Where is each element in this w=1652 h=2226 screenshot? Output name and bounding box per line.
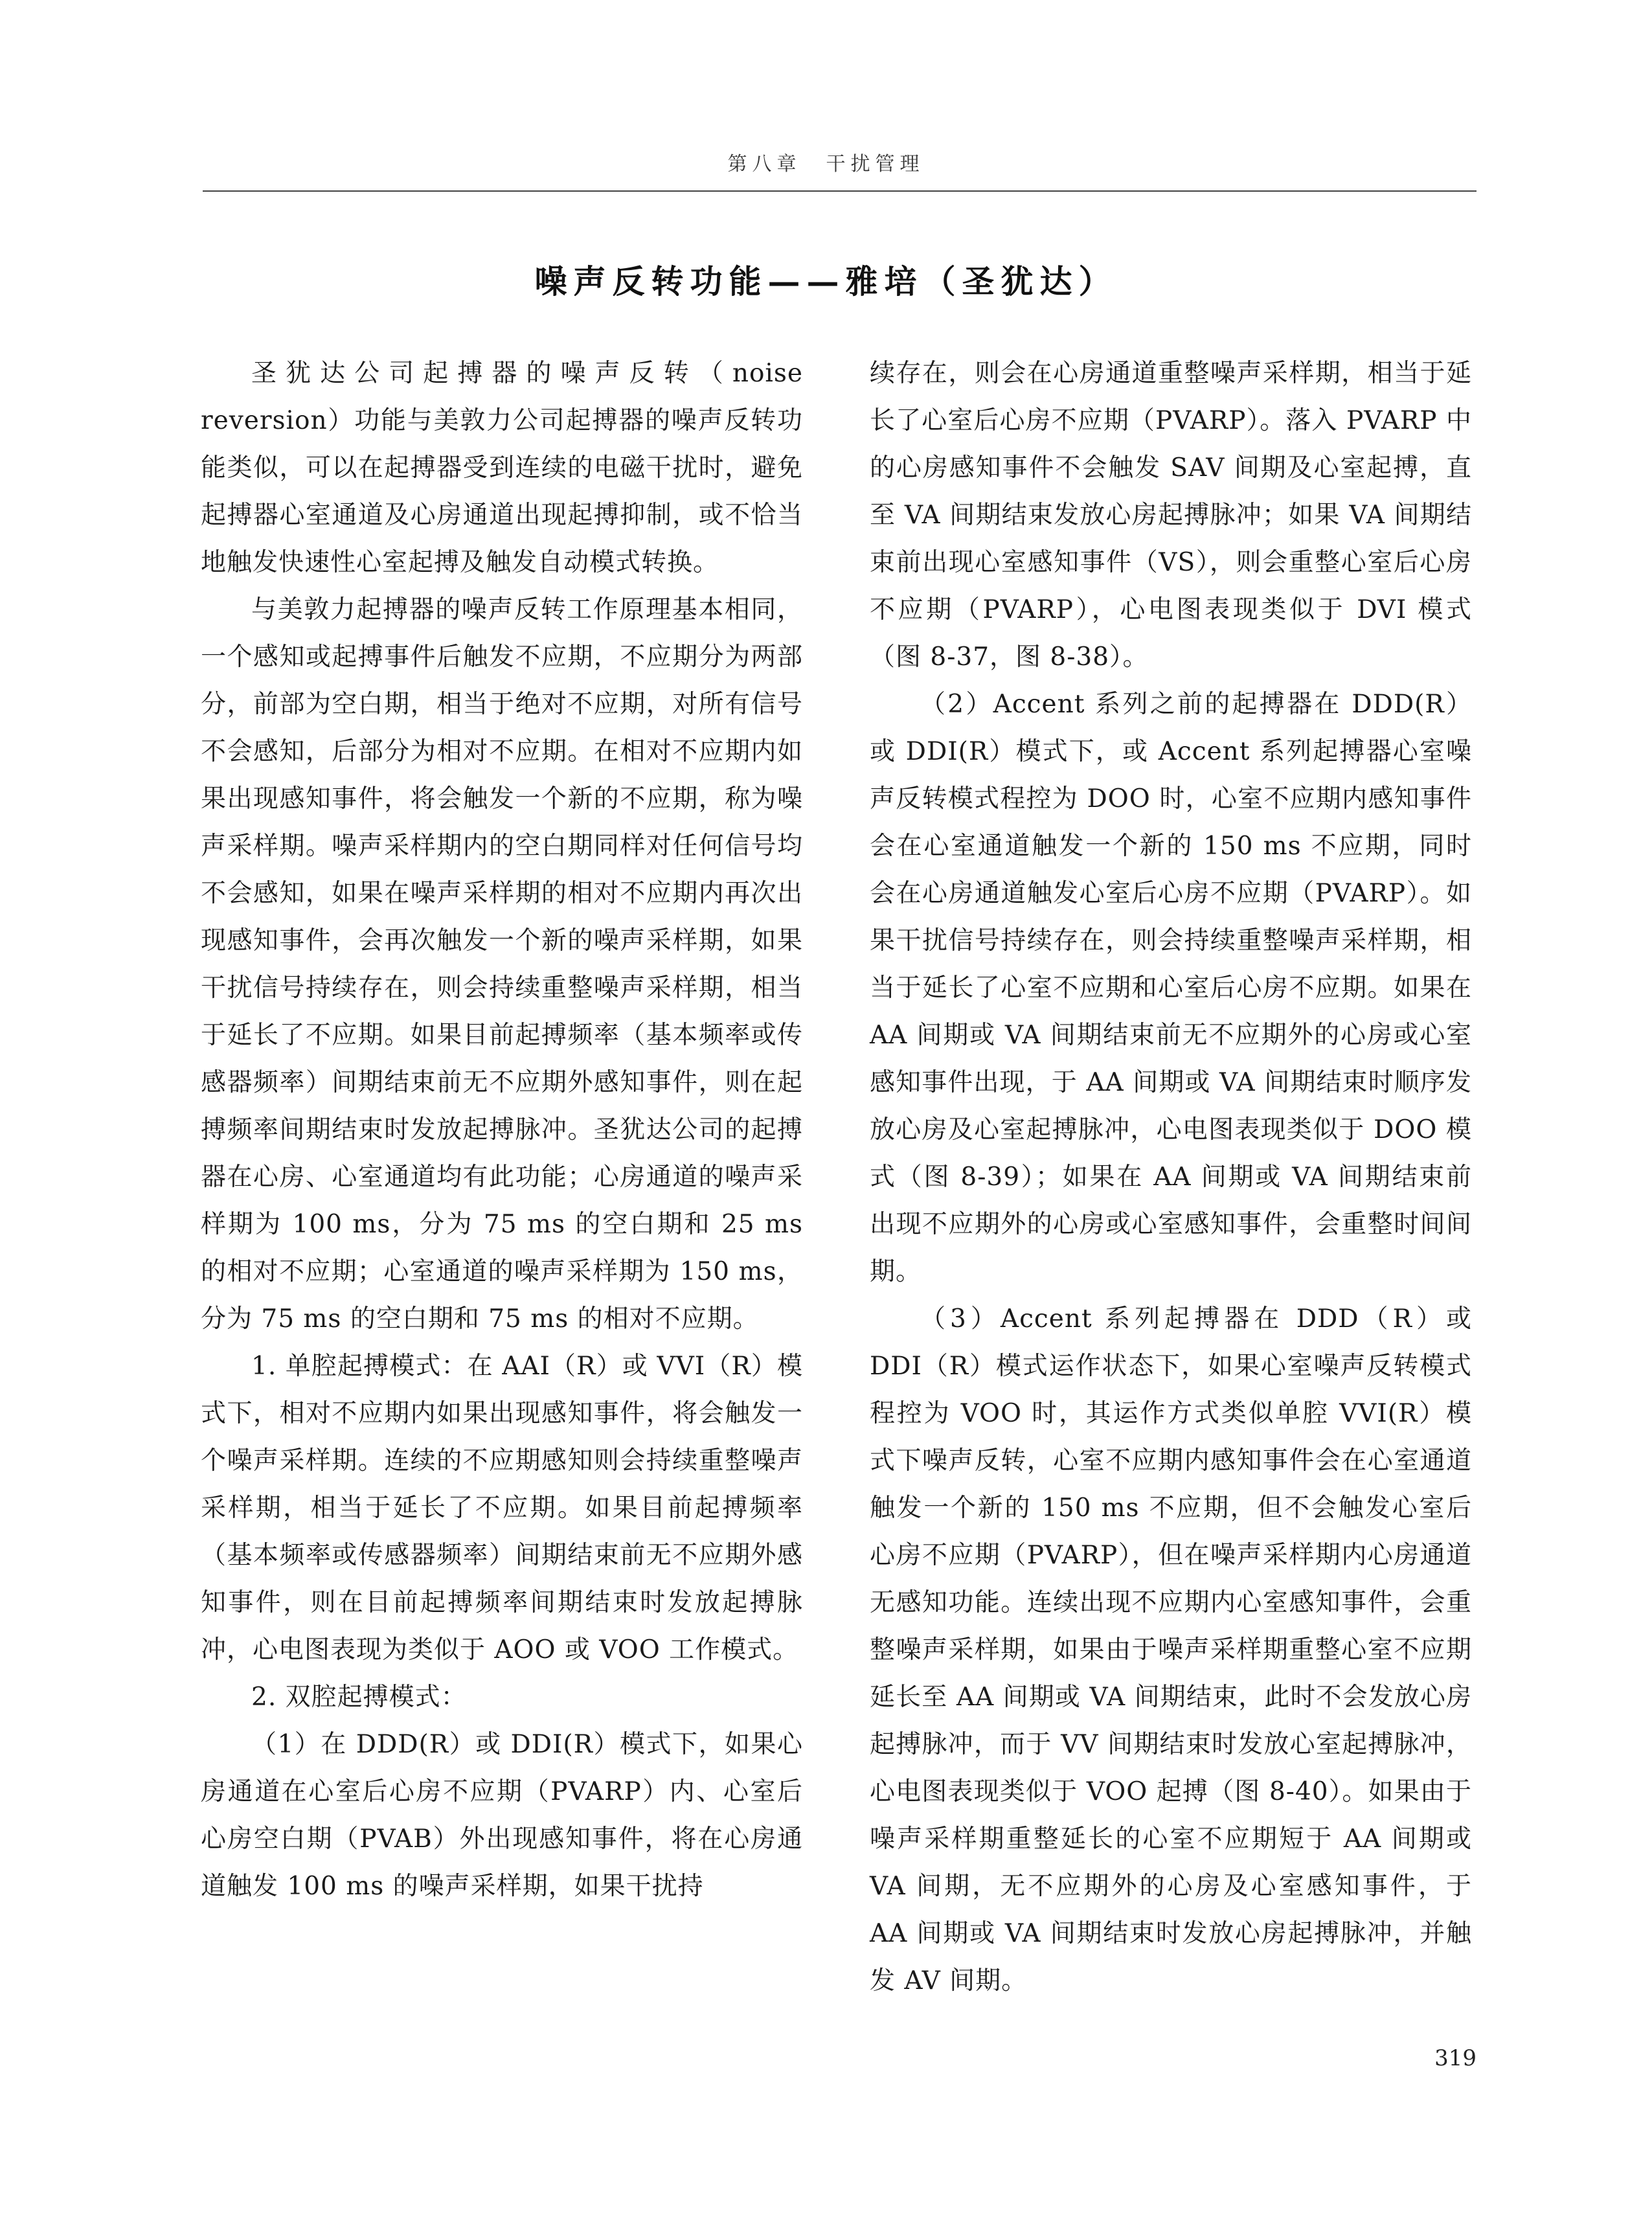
header-rule bbox=[203, 190, 1477, 192]
running-head: 第八章 干扰管理 bbox=[727, 153, 925, 176]
paragraph: 圣犹达公司起搏器的噪声反转（noise reversion）功能与美敦力公司起搏器的噪声反转功能类似，可以在起搏器受到连续的电磁干扰时，避免起搏器心室通道及心房通道出现起搏抑制，或不恰当地触发快速性心室起搏及触发自动模式转换。 bbox=[201, 359, 803, 577]
left-column bbox=[201, 350, 803, 1910]
section-title: 噪声反转功能——雅培（圣犹达） bbox=[534, 262, 1118, 301]
paragraph: 与美敦力起搏器的噪声反转工作原理基本相同，一个感知或起搏事件后触发不应期，不应期分为两部分，前部为空白期，相当于绝对不应期，对所有信号不会感知，后部分为相对不应期。在相对不应期内如果出现感知事件，将会触发一个新的不应期，称为噪声采样期。噪声采样期内的空白期同样对任何信号均不会感知，如果在噪声采样期的相对不应期内再次出现感知事件，会再次触发一个新的噪声采样期，如果干扰信号持续存在，则会持续重整噪声采样期，相当于延长了不应期。如果目前起搏频率（基本频率或传感器频率）间期结束前无不应期外感知事件，则在起搏频率间期结束时发放起搏脉冲。圣犹达公司的起搏器在心房、心室通道均有此功能；心房通道的噪声采样期为 100 ms，分为 75 ms 的空白期和 25 ms 的相对不应期；心室通道的噪声采样期为 150 ms，分为 75 ms 的空白期和 75 ms 的相对不应期。 bbox=[201, 595, 803, 1334]
paragraph: （2）Accent 系列之前的起搏器在 DDD(R）或 DDI(R）模式下，或 Accent 系列起搏器心室噪声反转模式程控为 DOO 时，心室不应期内感知事件会在心室通道触发一个新的 150 ms 不应期，同时会在心房通道触发心室后心房不应期（PVARP）。如果干扰信号持续存在，则会持续重整噪声采样期，相当于延长了心室不应期和心室后心房不应期。如果在 AA 间期或 VA 间期结束前无不应期外的心房或心室感知事件出现，于 AA 间期或 VA 间期结束时顺序发放心房及心室起搏脉冲，心电图表现类似于 DOO 模式（图 8-39）；如果在 AA 间期或 VA 间期结束前出现不应期外的心房或心室感知事件，会重整时间间期。 bbox=[870, 690, 1472, 1286]
page-number: 319 bbox=[1434, 2045, 1477, 2071]
paragraph-continued: 续存在，则会在心房通道重整噪声采样期，相当于延长了心室后心房不应期（PVARP）。落入 PVARP 中的心房感知事件不会触发 SAV 间期及心室起搏，直至 VA 间期结束发放心房起搏脉冲；如果 VA 间期结束前出现心室感知事件（VS），则会重整心室后心房不应期（PVARP），心电图表现类似于 DVI 模式（图 8-37，图 8-38）。 bbox=[870, 359, 1472, 672]
paragraph: 1. 单腔起搏模式：在 AAI（R）或 VVI（R）模式下，相对不应期内如果出现感知事件，将会触发一个噪声采样期。连续的不应期感知则会持续重整噪声采样期，相当于延长了不应期。如果目前起搏频率（基本频率或传感器频率）间期结束前无不应期外感知事件，则在目前起搏频率间期结束时发放起搏脉冲，心电图表现为类似于 AOO 或 VOO 工作模式。 bbox=[201, 1352, 803, 1664]
paragraph: （3）Accent 系列起搏器在 DDD（R）或 DDI（R）模式运作状态下，如果心室噪声反转模式程控为 VOO 时，其运作方式类似单腔 VVI(R）模式下噪声反转，心室不应期内感知事件会在心室通道触发一个新的 150 ms 不应期，但不会触发心室后心房不应期（PVARP），但在噪声采样期内心房通道无感知功能。连续出现不应期内心室感知事件，会重整噪声采样期，如果由于噪声采样期重整心室不应期延长至 AA 间期或 VA 间期结束，此时不会发放心房起搏脉冲，而于 VV 间期结束时发放心室起搏脉冲，心电图表现类似于 VOO 起搏（图 8-40）。如果由于噪声采样期重整延长的心室不应期短于 AA 间期或 VA 间期，无不应期外的心房及心室感知事件，于 AA 间期或 VA 间期结束时发放心房起搏脉冲，并触发 AV 间期。 bbox=[870, 1304, 1472, 1995]
paragraph: 2. 双腔起搏模式： bbox=[251, 1683, 467, 1712]
right-column bbox=[870, 350, 1472, 2005]
paragraph: （1）在 DDD(R）或 DDI(R）模式下，如果心房通道在心室后心房不应期（PVARP）内、心室后心房空白期（PVAB）外出现感知事件，将在心房通道触发 100 ms 的噪声采样期，如果干扰持 bbox=[201, 1730, 803, 1901]
